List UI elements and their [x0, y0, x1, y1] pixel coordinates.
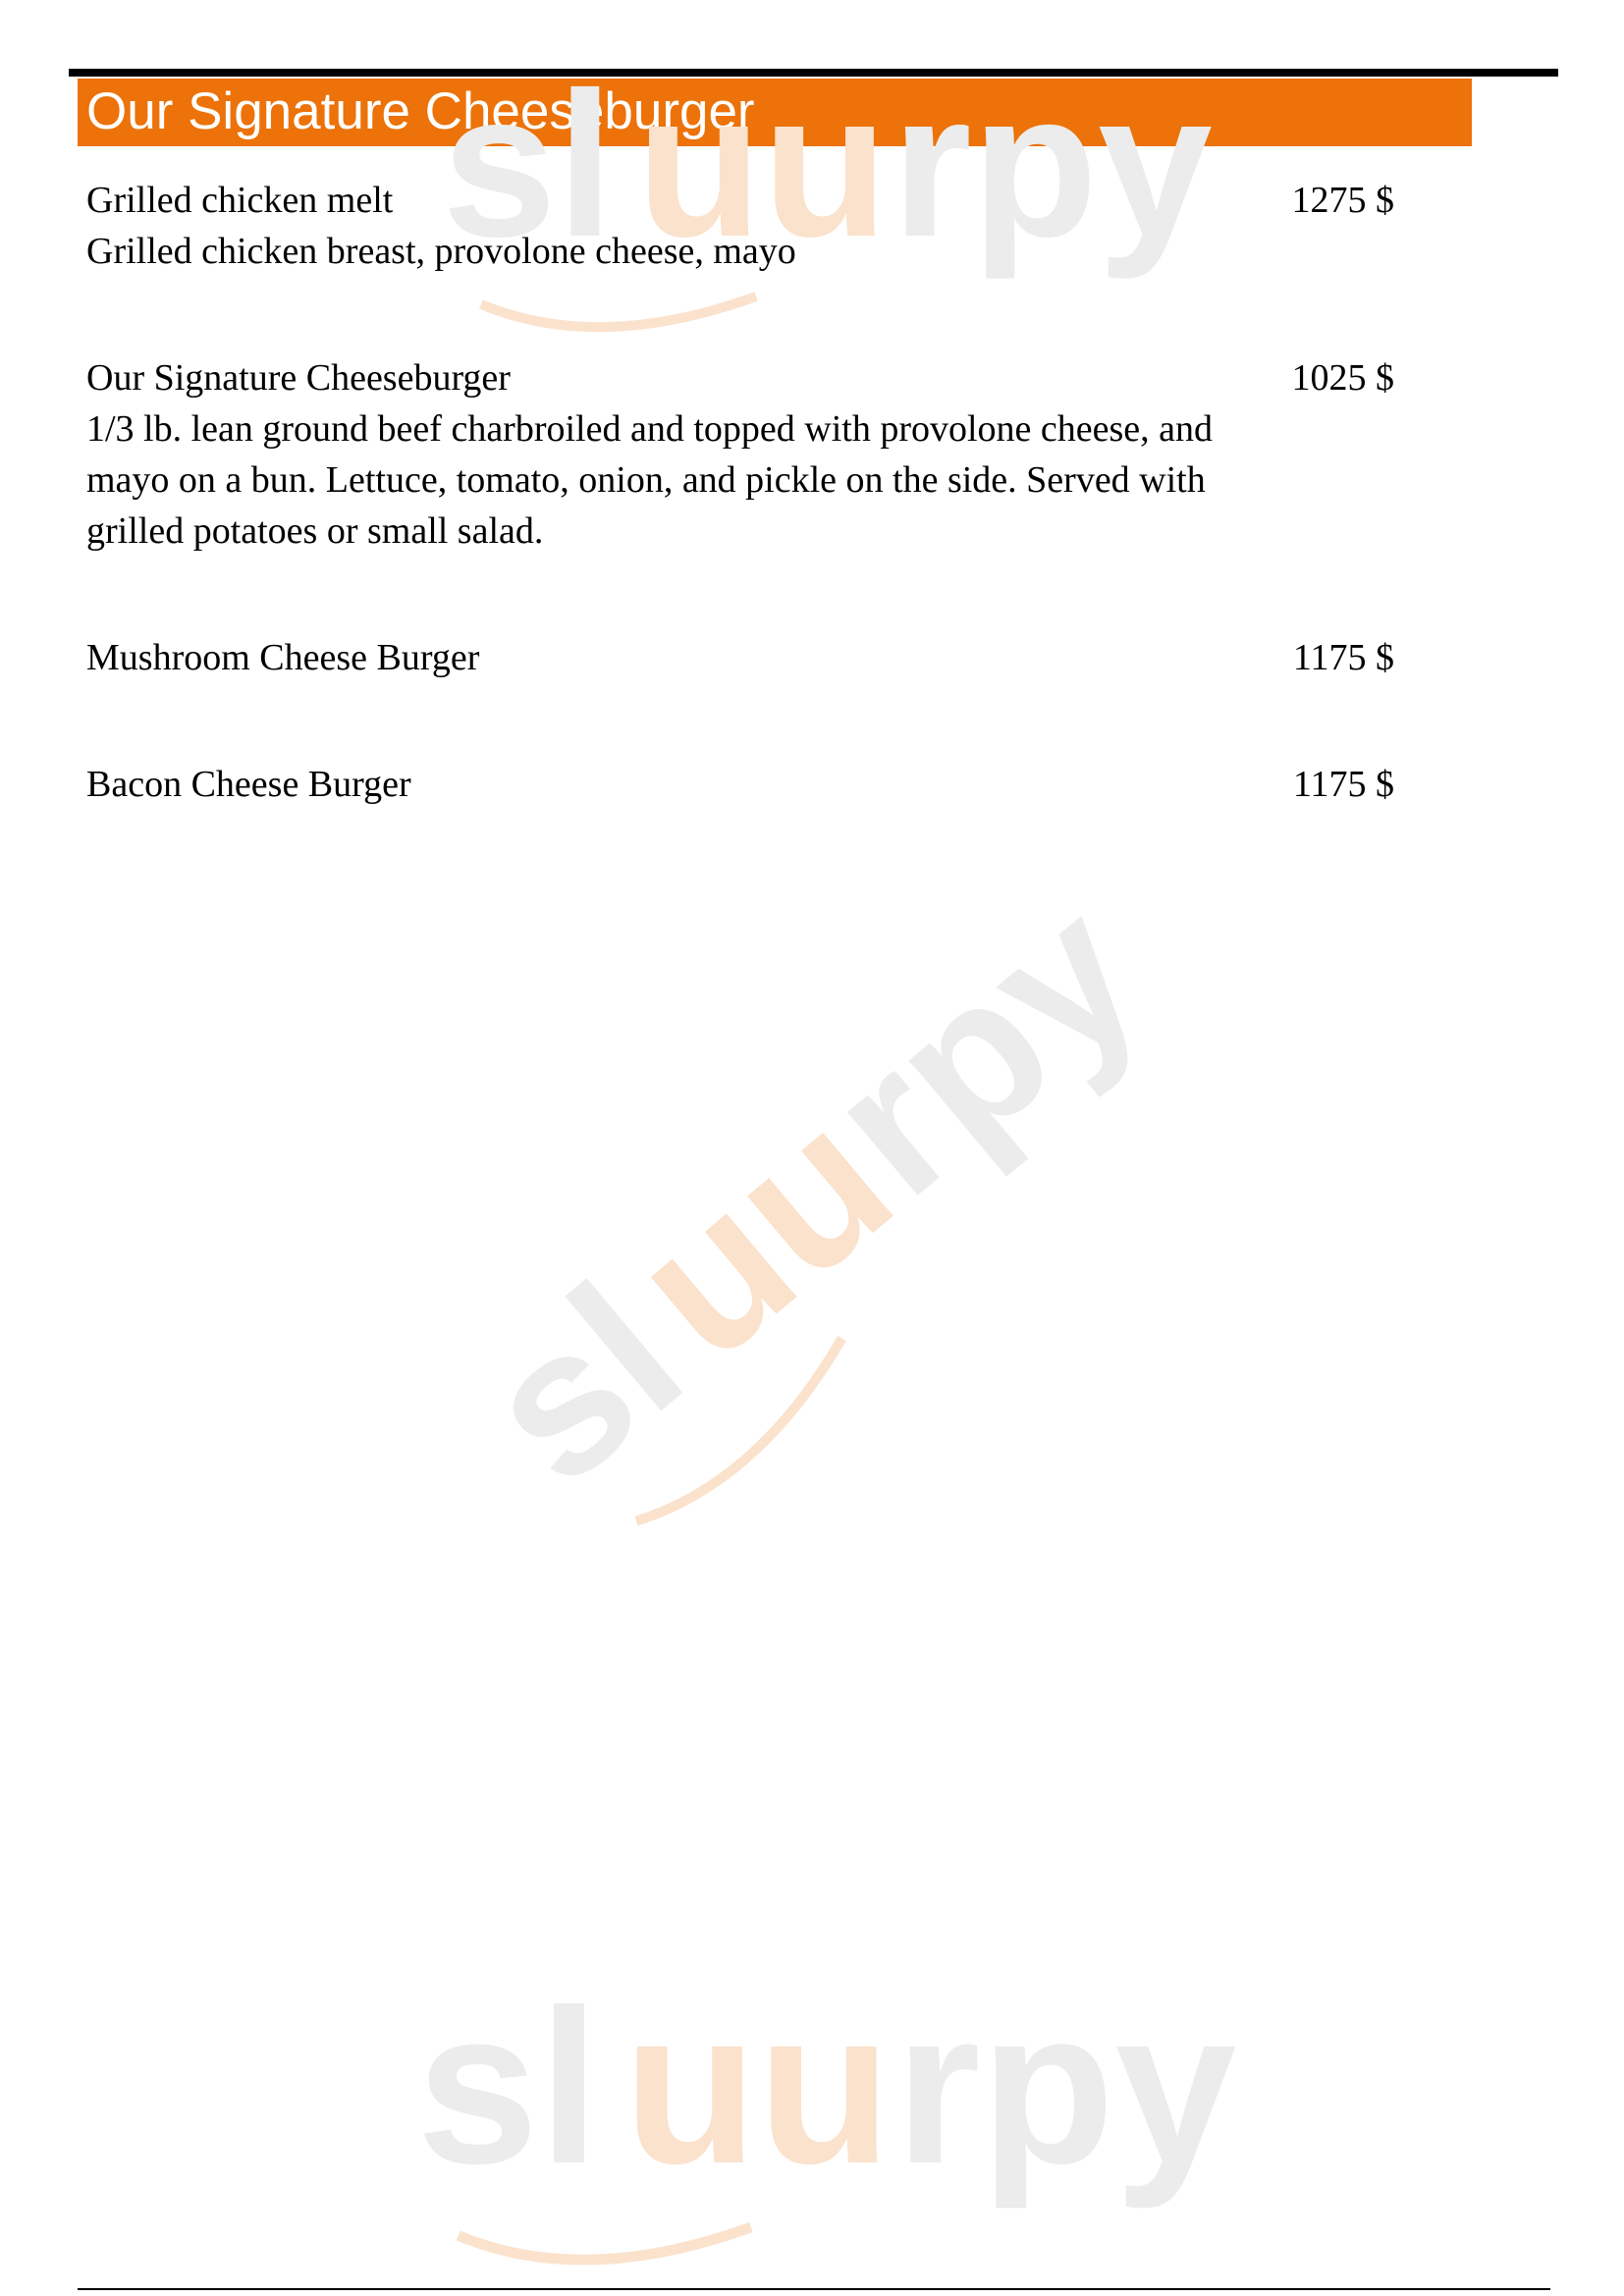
- menu-item-price: 1025 $: [1291, 357, 1394, 399]
- watermark-smile: [459, 2227, 751, 2260]
- menu-item-mushroom-cheese-burger: [86, 632, 1394, 683]
- watermark-text-gray-left: sl: [442, 49, 615, 280]
- menu-item-signature-cheeseburger: [86, 352, 1394, 557]
- section-title: Our Signature Cheeseburger: [86, 82, 755, 140]
- section-header: [78, 79, 1472, 146]
- watermark-text-gray-left: sl: [416, 1964, 600, 2210]
- menu-item-name: Mushroom Cheese Burger: [86, 637, 480, 678]
- menu-list: [86, 175, 1394, 885]
- top-rule: [69, 69, 1558, 77]
- menu-item-description: 1/3 lb. lean ground beef charbroiled and topped with provolone cheese, and mayo on a bun. Lettuce, tomato, onion, and pickle on the side. Served with grilled potatoes or small salad.: [86, 408, 1214, 552]
- slurpy-watermark-bottom: [403, 1953, 1267, 2277]
- menu-item-price: 1275 $: [1291, 180, 1394, 221]
- menu-item-bacon-cheese-burger: [86, 759, 1394, 810]
- watermark-text-orange: uu: [636, 49, 889, 280]
- watermark-text-gray-left: sl: [442, 1240, 723, 1528]
- menu-item-price: 1175 $: [1292, 637, 1394, 678]
- watermark-text-orange: uu: [623, 1964, 893, 2210]
- watermark-text-gray-right: rpy: [894, 1964, 1237, 2210]
- slurpy-watermark-rotated: [428, 832, 1240, 1583]
- menu-item-name: Grilled chicken melt: [86, 180, 394, 221]
- menu-item-name: Bacon Cheese Burger: [86, 764, 411, 805]
- bottom-rule: [78, 2288, 1550, 2290]
- menu-item-description: Grilled chicken breast, provolone cheese, mayo: [86, 231, 796, 272]
- watermark-smile: [631, 1338, 862, 1538]
- watermark-text-orange: uu: [591, 1063, 933, 1403]
- watermark-text-gray-right: rpy: [892, 49, 1213, 280]
- watermark-text-gray-right: rpy: [786, 855, 1181, 1239]
- menu-item-name: Our Signature Cheeseburger: [86, 357, 511, 399]
- menu-item-grilled-chicken-melt: [86, 175, 1394, 277]
- menu-item-price: 1175 $: [1292, 764, 1394, 805]
